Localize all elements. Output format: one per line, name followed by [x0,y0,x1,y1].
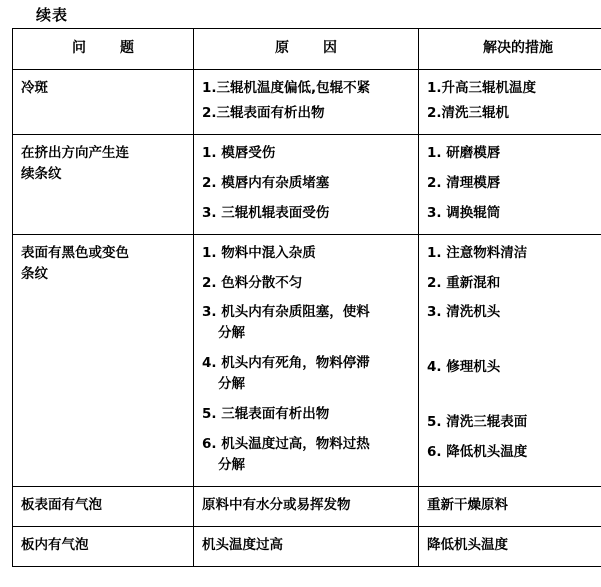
table-header-row [13,29,601,70]
cell-causes [194,526,419,566]
cell-measures [419,486,601,526]
list-item: 2.三辊表面有析出物 [202,104,325,121]
list-item-continuation: 分解 [218,325,245,342]
measure-list [427,78,601,124]
cell-measures [419,526,601,566]
list-item: 2. 重新混和 [427,274,501,291]
table-row [13,134,601,234]
cell-measures [419,70,601,135]
measure-line: 降低机头温度 [427,536,508,553]
list-item: 3. 调换辊筒 [427,204,501,221]
list-item: 6. 降低机头温度 [427,444,528,461]
problem-line: 续条纹 [21,165,62,182]
list-item: 3. 清洗机头 [427,304,501,321]
list-item: 2. 清理模唇 [427,174,501,191]
measure-line: 重新干燥原料 [427,496,508,513]
problem-line: 冷斑 [21,80,48,96]
cell-measures [419,134,601,234]
list-item-continuation: 分解 [218,376,245,393]
list-item: 5. 清洗三辊表面 [427,414,528,431]
column-header-cause [194,29,419,70]
list-item: 3. 三辊机辊表面受伤 [202,204,330,221]
list-item: 1. 模唇受伤 [202,144,276,161]
cell-causes [194,70,419,135]
cell-problem [13,70,194,135]
column-header-problem [13,29,194,70]
cell-causes [194,234,419,486]
list-item-text: 6. 机头温度过高，物料过热 [202,436,370,453]
cause-list [202,243,410,476]
list-item: 2. 色料分散不匀 [202,274,303,291]
list-item-text: 3. 机头内有杂质阻塞，使料 [202,304,370,321]
cause-list [202,143,410,224]
list-item-text: 4. 机头内有死角，物料停滞 [202,355,370,372]
list-item: 1. 物料中混入杂质 [202,244,316,261]
table-container [12,28,590,567]
troubleshooting-table [12,28,601,567]
list-item: 4. 修理机头 [427,359,501,376]
measure-list [427,143,601,224]
list-item: 2. 模唇内有杂质堵塞 [202,174,330,191]
problem-line: 板表面有气泡 [21,496,102,513]
cell-problem [13,486,194,526]
list-item: 1.三辊机温度偏低,包辊不紧 [202,80,371,96]
list-item: 1.升高三辊机温度 [427,80,537,96]
list-item: 2.清洗三辊机 [427,104,510,121]
list-item [202,302,410,344]
cell-causes [194,486,419,526]
column-header-problem-label: 问 题 [72,40,144,56]
column-header-measures [419,29,601,70]
cell-causes [194,134,419,234]
problem-line: 条纹 [21,265,48,282]
problem-line: 在挤出方向产生连 [21,144,129,161]
table-row [13,234,601,486]
list-item-continuation: 分解 [218,456,245,473]
list-item [202,353,410,395]
cell-measures [419,234,601,486]
list-item [202,434,410,476]
column-header-measures-label: 解决的措施 [483,40,553,56]
cell-problem [13,134,194,234]
problem-line: 板内有气泡 [21,536,89,553]
cell-problem [13,234,194,486]
measure-list [427,243,601,464]
cause-line: 原料中有水分或易挥发物 [202,496,351,513]
cause-line: 机头温度过高 [202,536,283,553]
list-item: 5. 三辊表面有析出物 [202,406,330,423]
cell-problem [13,526,194,566]
list-item: 1. 研磨模唇 [427,144,501,161]
list-item: 1. 注意物料清洁 [427,244,528,261]
page-title: 续表 [36,6,69,24]
column-header-cause-label: 原 因 [275,40,347,56]
table-row [13,70,601,135]
cause-list [202,78,410,124]
table-row [13,526,601,566]
problem-line: 表面有黑色或变色 [21,244,129,261]
table-row [13,486,601,526]
